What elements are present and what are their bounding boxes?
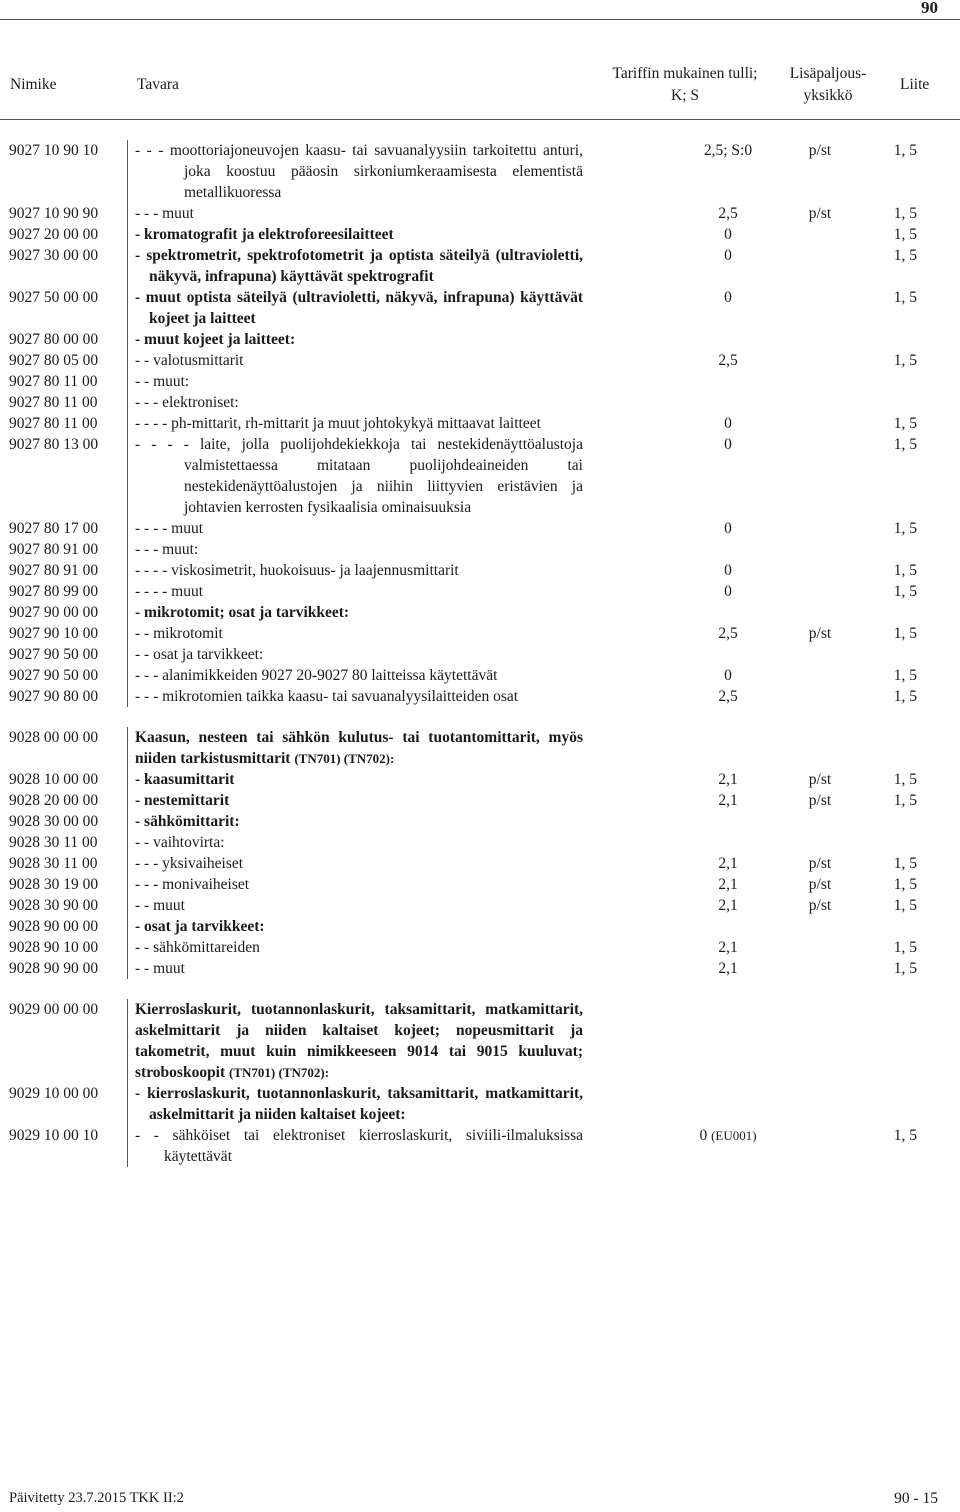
- tariff-description: [127, 203, 583, 224]
- description-text: - - - - muut: [135, 583, 204, 600]
- annex-ref: 1, 5: [893, 625, 917, 642]
- description-text: - spektrometrit, spektrofotometrit ja optista säteilyä (ultravioletti, näkyvä, infrapuna) käyttävät spektrografit: [135, 247, 583, 285]
- tariff-row: [0, 245, 960, 287]
- tariff-description: [127, 853, 583, 874]
- header-lisa-line1: Lisäpaljous-: [789, 65, 867, 82]
- duty-rate-value: 2,1: [718, 939, 738, 956]
- header-nimike: Nimike: [10, 76, 57, 93]
- description-text: - - - muut:: [135, 541, 199, 558]
- tariff-row: [0, 392, 960, 413]
- description-text: - - - mikrotomien taikka kaasu- tai savuanalyysilaitteiden osat: [135, 688, 519, 705]
- tariff-code: 9028 20 00 00: [9, 792, 99, 809]
- duty-rate: [583, 665, 783, 686]
- tariff-description: [127, 560, 583, 581]
- duty-rate-value: 2,1: [718, 855, 738, 872]
- description-text: - kaasumittarit: [135, 771, 235, 788]
- description-text: - - - elektroniset:: [135, 394, 239, 411]
- description-text: - - mikrotomit: [135, 625, 223, 642]
- annex-ref: 1, 5: [893, 226, 917, 243]
- tariff-description: [127, 539, 583, 560]
- tariff-code: 9027 80 11 00: [9, 394, 98, 411]
- supplementary-unit: p/st: [808, 205, 832, 222]
- tariff-description: [127, 1083, 583, 1125]
- tariff-description: [127, 623, 583, 644]
- tariff-code: 9027 10 90 10: [9, 142, 99, 159]
- tariff-code: 9027 80 17 00: [9, 520, 99, 537]
- duty-rate: [583, 874, 783, 895]
- tariff-row: [0, 958, 960, 979]
- annex-ref: 1, 5: [893, 436, 917, 453]
- description-text: - - sähköiset tai elektroniset kierroslaskurit, siviili-ilmaluksissa käytettävät: [135, 1127, 583, 1165]
- tariff-table: [0, 140, 960, 1167]
- tariff-description: [127, 999, 583, 1083]
- duty-rate: [583, 581, 783, 602]
- tariff-description: [127, 937, 583, 958]
- description-text: - mikrotomit; osat ja tarvikkeet:: [135, 604, 350, 621]
- description-text: - - - - laite, jolla puolijohdekiekkoja tai nestekidenäyttöalustoja valmistettaessa mitataan puolijohdeaineiden tai nestekidenäyttöalustojen ja niihin liittyvien eristävien ja johtavien kerrosten fysikaalisia ominaisuuksia: [135, 436, 583, 516]
- supplementary-unit: p/st: [808, 897, 832, 914]
- description-text: - muut kojeet ja laitteet:: [135, 331, 296, 348]
- tariff-code: 9027 80 11 00: [9, 373, 98, 390]
- footer-page-ref: 90 - 15: [894, 1490, 938, 1507]
- tariff-row: [0, 665, 960, 686]
- description-text: - - muut: [135, 897, 185, 914]
- tariff-description: [127, 874, 583, 895]
- duty-rate-value: 0: [724, 226, 732, 243]
- annex-ref: 1, 5: [893, 1127, 917, 1144]
- tariff-row: [0, 999, 960, 1083]
- supplementary-unit: p/st: [808, 625, 832, 642]
- tariff-description: [127, 811, 583, 832]
- duty-rate: [583, 958, 783, 979]
- tariff-row: [0, 602, 960, 623]
- duty-rate: [583, 203, 783, 224]
- description-text: - - - - viskosimetrit, huokoisuus- ja laajennusmittarit: [135, 562, 459, 579]
- tariff-code: 9027 90 50 00: [9, 667, 99, 684]
- description-text: - - - - ph-mittarit, rh-mittarit ja muut johtokykyä mittaavat laitteet: [135, 415, 541, 432]
- tariff-description: [127, 686, 583, 707]
- supplementary-unit: p/st: [808, 876, 832, 893]
- tariff-code: 9027 20 00 00: [9, 226, 99, 243]
- duty-rate: [583, 769, 783, 790]
- tariff-note-ref: (TN701) (TN702):: [229, 1065, 330, 1080]
- tariff-row: [0, 1125, 960, 1167]
- duty-rate-value: 2,1: [718, 876, 738, 893]
- tariff-code: 9027 90 00 00: [9, 604, 99, 621]
- tariff-description: [127, 644, 583, 665]
- column-divider: [127, 140, 128, 707]
- description-text: - - - moottoriajoneuvojen kaasu- tai savuanalyysiin tarkoitettu anturi, joka koostuu pääosin sirkoniumkeraamisesta elementistä metallikuoressa: [135, 142, 583, 201]
- tariff-description: [127, 958, 583, 979]
- duty-rate-value: 0: [724, 436, 732, 453]
- tariff-row: [0, 832, 960, 853]
- tariff-description: [127, 392, 583, 413]
- annex-ref: 1, 5: [893, 792, 917, 809]
- footer-updated: Päivitetty 23.7.2015 TKK II:2: [9, 1490, 184, 1506]
- tariff-description: [127, 1125, 583, 1167]
- tariff-code: 9027 90 50 00: [9, 646, 99, 663]
- tariff-description: [127, 245, 583, 287]
- duty-rate-value: 2,1: [718, 960, 738, 977]
- tariff-row: [0, 140, 960, 203]
- tariff-row: [0, 644, 960, 665]
- header-tulli: [590, 63, 780, 107]
- tariff-description: [127, 581, 583, 602]
- tariff-row: [0, 560, 960, 581]
- tariff-description: [127, 665, 583, 686]
- tariff-code: 9027 80 13 00: [9, 436, 99, 453]
- annex-ref: 1, 5: [893, 352, 917, 369]
- tariff-description: [127, 790, 583, 811]
- tariff-description: [127, 413, 583, 434]
- duty-rate: [583, 350, 783, 371]
- duty-rate: [583, 287, 783, 308]
- supplementary-unit: p/st: [808, 855, 832, 872]
- tariff-row: [0, 350, 960, 371]
- tariff-row: [0, 413, 960, 434]
- description-text: - nestemittarit: [135, 792, 230, 809]
- tariff-code: 9029 10 00 00: [9, 1085, 99, 1102]
- duty-rate: [583, 434, 783, 455]
- tariff-section: [0, 140, 960, 707]
- page-number: 90: [921, 0, 938, 17]
- duty-rate-value: 2,5: [718, 688, 738, 705]
- header-liite: Liite: [900, 76, 930, 93]
- description-text: - - - muut: [135, 205, 194, 222]
- duty-rate-value: 0: [724, 562, 732, 579]
- description-text: - - - alanimikkeiden 9027 20-9027 80 laitteissa käytettävät: [135, 667, 498, 684]
- tariff-description: [127, 371, 583, 392]
- duty-rate: [583, 853, 783, 874]
- duty-rate-value: 0: [724, 247, 732, 264]
- tariff-code: 9027 80 99 00: [9, 583, 99, 600]
- tariff-description: [127, 769, 583, 790]
- tariff-code: 9028 30 90 00: [9, 897, 99, 914]
- tariff-description: [127, 329, 583, 350]
- description-text: - - valotusmittarit: [135, 352, 244, 369]
- tariff-row: [0, 937, 960, 958]
- duty-rate-value: 2,1: [718, 771, 738, 788]
- duty-rate: [583, 518, 783, 539]
- description-text: - - muut: [135, 960, 185, 977]
- tariff-description: [127, 727, 583, 769]
- description-text: Kierroslaskurit, tuotannonlaskurit, taksamittarit, matkamittarit, askelmittarit ja niiden kaltaiset kojeet; nopeusmittarit ja takometrit, muut kuin nimikkeeseen 9014 tai 9015 kuuluvat; stroboskoopit: [135, 1001, 583, 1081]
- duty-rate-value: 2,1: [718, 792, 738, 809]
- duty-rate: [583, 413, 783, 434]
- tariff-row: [0, 853, 960, 874]
- duty-rate: [583, 140, 783, 161]
- duty-rate-value: 2,1: [718, 897, 738, 914]
- annex-ref: 1, 5: [893, 960, 917, 977]
- annex-ref: 1, 5: [893, 897, 917, 914]
- tariff-row: [0, 727, 960, 769]
- supplementary-unit: p/st: [808, 792, 832, 809]
- duty-rate: [583, 224, 783, 245]
- tariff-description: [127, 224, 583, 245]
- tariff-description: [127, 518, 583, 539]
- tariff-code: 9027 10 90 90: [9, 205, 99, 222]
- annex-ref: 1, 5: [893, 415, 917, 432]
- description-text: - - sähkömittareiden: [135, 939, 260, 956]
- tariff-code: 9027 80 91 00: [9, 562, 99, 579]
- header-lisapaljousyksikko: [760, 63, 896, 107]
- description-text: - sähkömittarit:: [135, 813, 240, 830]
- tariff-code: 9029 10 00 10: [9, 1127, 99, 1144]
- annex-ref: 1, 5: [893, 205, 917, 222]
- tariff-code: 9028 90 90 00: [9, 960, 99, 977]
- annex-ref: 1, 5: [893, 667, 917, 684]
- description-text: - - muut:: [135, 373, 190, 390]
- duty-rate: [583, 245, 783, 266]
- description-text: - - vaihtovirta:: [135, 834, 225, 851]
- header-tulli-line1: Tariffin mukainen tulli;: [612, 65, 758, 82]
- tariff-code: 9027 90 10 00: [9, 625, 99, 642]
- tariff-code: 9027 90 80 00: [9, 688, 99, 705]
- tariff-code: 9027 80 91 00: [9, 541, 99, 558]
- tariff-description: [127, 895, 583, 916]
- tariff-row: [0, 287, 960, 329]
- tariff-row: [0, 224, 960, 245]
- description-text: - kromatografit ja elektroforeesilaitteet: [135, 226, 394, 243]
- duty-rate: [583, 686, 783, 707]
- tariff-code: 9028 90 00 00: [9, 918, 99, 935]
- tariff-row: [0, 811, 960, 832]
- tariff-code: 9028 10 00 00: [9, 771, 99, 788]
- duty-rate-value: 2,5: [718, 352, 738, 369]
- tariff-code: 9028 30 11 00: [9, 855, 98, 872]
- tariff-row: [0, 790, 960, 811]
- tariff-description: [127, 602, 583, 623]
- tariff-description: [127, 350, 583, 371]
- annex-ref: 1, 5: [893, 771, 917, 788]
- tariff-row: [0, 686, 960, 707]
- description-text: Kaasun, nesteen tai sähkön kulutus- tai tuotantomittarit, myös niiden tarkistusmittarit: [135, 729, 583, 767]
- tariff-description: [127, 916, 583, 937]
- tariff-code: 9028 30 00 00: [9, 813, 99, 830]
- tariff-code: 9027 30 00 00: [9, 247, 99, 264]
- duty-rate-value: 2,5: [718, 625, 738, 642]
- duty-rate: [583, 560, 783, 581]
- tariff-description: [127, 434, 583, 518]
- tariff-code: 9027 80 11 00: [9, 415, 98, 432]
- duty-rate-value: 0: [724, 583, 732, 600]
- tariff-row: [0, 539, 960, 560]
- header-lisa-line2: yksikkö: [803, 87, 853, 104]
- duty-rate-value: 0: [724, 289, 732, 306]
- tariff-row: [0, 371, 960, 392]
- description-text: - kierroslaskurit, tuotannonlaskurit, taksamittarit, matkamittarit, askelmittarit ja niiden kaltaiset kojeet:: [135, 1085, 583, 1123]
- tariff-code: 9028 90 10 00: [9, 939, 99, 956]
- annex-ref: 1, 5: [893, 520, 917, 537]
- header-tulli-line2: K; S: [671, 87, 699, 104]
- tariff-code: 9029 00 00 00: [9, 1001, 99, 1018]
- duty-rate-value: 0: [724, 520, 732, 537]
- tariff-row: [0, 623, 960, 644]
- annex-ref: 1, 5: [893, 855, 917, 872]
- annex-ref: 1, 5: [893, 142, 917, 159]
- annex-ref: 1, 5: [893, 939, 917, 956]
- tariff-row: [0, 518, 960, 539]
- tariff-code: 9027 80 05 00: [9, 352, 99, 369]
- duty-rate: [583, 790, 783, 811]
- duty-rate: [583, 623, 783, 644]
- tariff-section: [0, 999, 960, 1167]
- annex-ref: 1, 5: [893, 562, 917, 579]
- tariff-row: [0, 329, 960, 350]
- duty-rate: [583, 895, 783, 916]
- tariff-code: 9027 50 00 00: [9, 289, 99, 306]
- tariff-row: [0, 895, 960, 916]
- tariff-row: [0, 1083, 960, 1125]
- description-text: - - - monivaiheiset: [135, 876, 250, 893]
- duty-rate: [583, 937, 783, 958]
- tariff-row: [0, 874, 960, 895]
- annex-ref: 1, 5: [893, 289, 917, 306]
- tariff-description: [127, 140, 583, 203]
- duty-rate-value: 2,5; S:0: [703, 142, 753, 159]
- description-text: - - osat ja tarvikkeet:: [135, 646, 264, 663]
- duty-rate-note: (EU001): [711, 1128, 757, 1143]
- duty-rate-value: 0: [724, 415, 732, 432]
- tariff-section: [0, 727, 960, 979]
- annex-ref: 1, 5: [893, 876, 917, 893]
- annex-ref: 1, 5: [893, 583, 917, 600]
- description-text: - - - - muut: [135, 520, 204, 537]
- description-text: - - - yksivaiheiset: [135, 855, 244, 872]
- tariff-code: 9028 30 19 00: [9, 876, 99, 893]
- column-divider: [127, 727, 128, 979]
- duty-rate-value: 0: [724, 667, 732, 684]
- header-rule: [0, 119, 960, 120]
- description-text: - osat ja tarvikkeet:: [135, 918, 265, 935]
- tariff-description: [127, 832, 583, 853]
- tariff-code: 9027 80 00 00: [9, 331, 99, 348]
- tariff-row: [0, 769, 960, 790]
- tariff-row: [0, 434, 960, 518]
- header-tavara: Tavara: [137, 76, 179, 93]
- duty-rate-value: 2,5: [718, 205, 738, 222]
- annex-ref: 1, 5: [893, 688, 917, 705]
- tariff-note-ref: (TN701) (TN702):: [294, 751, 395, 766]
- supplementary-unit: p/st: [808, 142, 832, 159]
- column-divider: [127, 999, 128, 1167]
- tariff-code: 9028 30 11 00: [9, 834, 98, 851]
- duty-rate: [583, 1125, 783, 1146]
- top-rule: [0, 19, 960, 20]
- annex-ref: 1, 5: [893, 247, 917, 264]
- tariff-row: [0, 203, 960, 224]
- duty-rate-value: 0: [699, 1127, 708, 1144]
- tariff-description: [127, 287, 583, 329]
- tariff-row: [0, 916, 960, 937]
- tariff-code: 9028 00 00 00: [9, 729, 99, 746]
- description-text: - muut optista säteilyä (ultravioletti, näkyvä, infrapuna) käyttävät kojeet ja laitteet: [135, 289, 583, 327]
- supplementary-unit: p/st: [808, 771, 832, 788]
- tariff-row: [0, 581, 960, 602]
